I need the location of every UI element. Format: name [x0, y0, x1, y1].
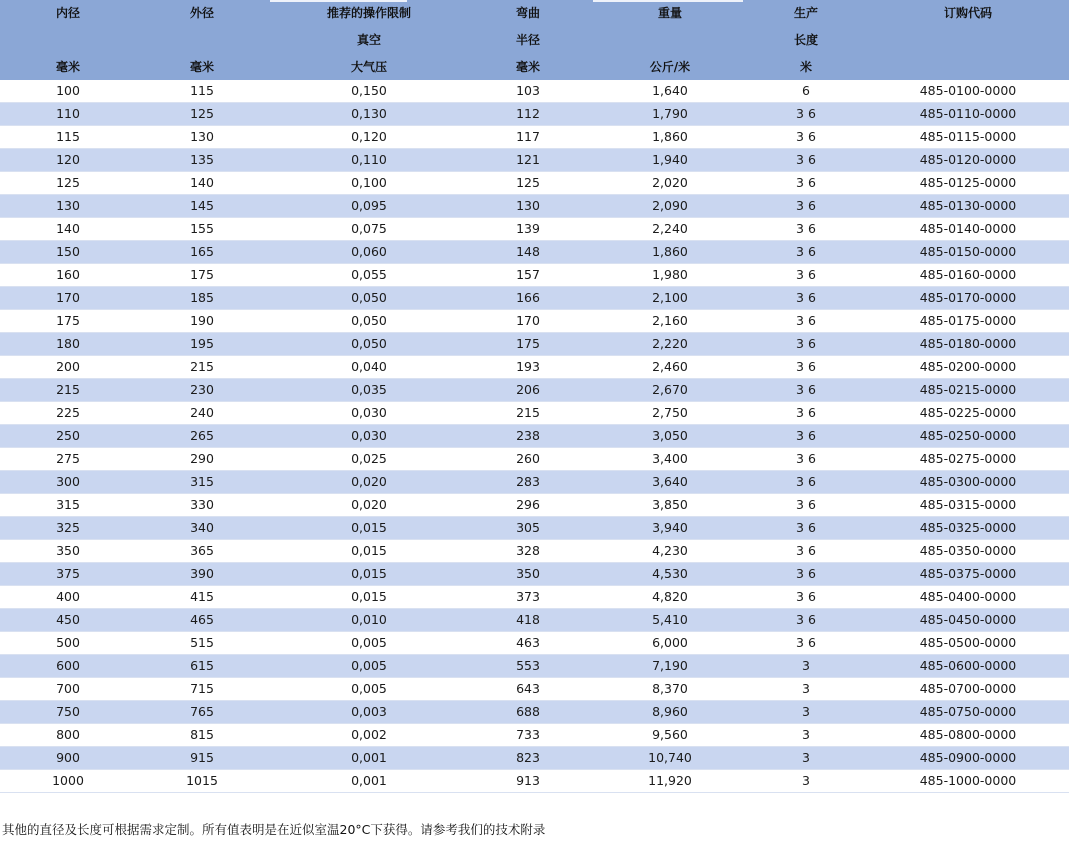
- header-accent-line: [593, 0, 743, 2]
- header-inner-diameter-unit: 毫米: [55, 60, 80, 74]
- inner-diameter-cell: 175: [56, 313, 80, 328]
- vacuum-limit-cell: 0,005: [351, 681, 387, 696]
- table-row: [0, 310, 1069, 333]
- weight-cell: 1,940: [652, 152, 688, 167]
- bend-radius-cell: 112: [516, 106, 540, 121]
- production-length-cell: 3 6: [796, 267, 816, 282]
- table-row: [0, 264, 1069, 287]
- bend-radius-cell: 130: [516, 198, 540, 213]
- header-outer-diameter: 外径: [189, 6, 214, 20]
- vacuum-limit-cell: 0,020: [351, 474, 387, 489]
- inner-diameter-cell: 750: [56, 704, 80, 719]
- bend-radius-cell: 296: [516, 497, 540, 512]
- weight-cell: 2,220: [652, 336, 688, 351]
- order-code-cell: 485-0200-0000: [919, 359, 1017, 374]
- outer-diameter-cell: 765: [190, 704, 214, 719]
- outer-diameter-cell: 125: [190, 106, 214, 121]
- inner-diameter-cell: 350: [56, 543, 80, 558]
- weight-cell: 3,850: [652, 497, 688, 512]
- bend-radius-cell: 166: [516, 290, 540, 305]
- bend-radius-cell: 328: [516, 543, 540, 558]
- vacuum-limit-cell: 0,015: [351, 543, 387, 558]
- production-length-cell: 3 6: [796, 106, 816, 121]
- order-code-cell: 485-0450-0000: [919, 612, 1017, 627]
- production-length-cell: 3 6: [796, 152, 816, 167]
- table-row: [0, 218, 1069, 241]
- bend-radius-cell: 157: [516, 267, 540, 282]
- inner-diameter-cell: 450: [56, 612, 80, 627]
- inner-diameter-cell: 700: [56, 681, 80, 696]
- vacuum-limit-cell: 0,015: [351, 566, 387, 581]
- production-length-cell: 3 6: [796, 428, 816, 443]
- outer-diameter-cell: 165: [190, 244, 214, 259]
- inner-diameter-cell: 110: [56, 106, 80, 121]
- weight-cell: 2,750: [652, 405, 688, 420]
- header-bend-radius: 弯曲: [515, 6, 540, 20]
- inner-diameter-cell: 100: [56, 83, 80, 98]
- vacuum-limit-cell: 0,020: [351, 497, 387, 512]
- header-production-length-unit: 米: [799, 60, 812, 74]
- outer-diameter-cell: 215: [190, 359, 214, 374]
- inner-diameter-cell: 170: [56, 290, 80, 305]
- table-row: [0, 425, 1069, 448]
- production-length-cell: 3 6: [796, 221, 816, 236]
- inner-diameter-cell: 275: [56, 451, 80, 466]
- vacuum-limit-cell: 0,005: [351, 658, 387, 673]
- bend-radius-cell: 350: [516, 566, 540, 581]
- bend-radius-cell: 238: [516, 428, 540, 443]
- footer-note: 其他的直径及长度可根据需求定制。所有值表明是在近似室温20°C下获得。请参考我们的技术附录: [2, 822, 546, 837]
- order-code-cell: 485-0115-0000: [919, 129, 1017, 144]
- order-code-cell: 485-0125-0000: [919, 175, 1017, 190]
- inner-diameter-cell: 125: [56, 175, 80, 190]
- inner-diameter-cell: 250: [56, 428, 80, 443]
- table-row: [0, 195, 1069, 218]
- order-code-cell: 485-0375-0000: [919, 566, 1017, 581]
- table-row: [0, 609, 1069, 632]
- vacuum-limit-cell: 0,150: [351, 83, 387, 98]
- order-code-cell: 485-0130-0000: [919, 198, 1017, 213]
- bend-radius-cell: 206: [516, 382, 540, 397]
- weight-cell: 2,100: [652, 290, 688, 305]
- bend-radius-cell: 117: [516, 129, 540, 144]
- production-length-cell: 3 6: [796, 520, 816, 535]
- vacuum-limit-cell: 0,050: [351, 313, 387, 328]
- outer-diameter-cell: 230: [190, 382, 214, 397]
- production-length-cell: 3 6: [796, 635, 816, 650]
- inner-diameter-cell: 225: [56, 405, 80, 420]
- outer-diameter-cell: 615: [190, 658, 214, 673]
- outer-diameter-cell: 130: [190, 129, 214, 144]
- outer-diameter-cell: 390: [190, 566, 214, 581]
- vacuum-limit-cell: 0,035: [351, 382, 387, 397]
- inner-diameter-cell: 900: [56, 750, 80, 765]
- vacuum-limit-cell: 0,040: [351, 359, 387, 374]
- inner-diameter-cell: 300: [56, 474, 80, 489]
- weight-cell: 1,640: [652, 83, 688, 98]
- order-code-cell: 485-0400-0000: [919, 589, 1017, 604]
- weight-cell: 3,940: [652, 520, 688, 535]
- header-bend-radius-unit: 毫米: [515, 60, 540, 74]
- outer-diameter-cell: 115: [190, 83, 214, 98]
- table-row: [0, 402, 1069, 425]
- weight-cell: 2,090: [652, 198, 688, 213]
- outer-diameter-cell: 915: [190, 750, 214, 765]
- weight-cell: 9,560: [652, 727, 688, 742]
- production-length-cell: 3 6: [796, 474, 816, 489]
- table-row: [0, 494, 1069, 517]
- order-code-cell: 485-0750-0000: [919, 704, 1017, 719]
- vacuum-limit-cell: 0,010: [351, 612, 387, 627]
- header-production-length-line2: 长度: [793, 33, 818, 47]
- bend-radius-cell: 418: [516, 612, 540, 627]
- inner-diameter-cell: 800: [56, 727, 80, 742]
- production-length-cell: 3 6: [796, 244, 816, 259]
- weight-cell: 8,960: [652, 704, 688, 719]
- inner-diameter-cell: 600: [56, 658, 80, 673]
- table-row: [0, 333, 1069, 356]
- weight-cell: 4,530: [652, 566, 688, 581]
- outer-diameter-cell: 290: [190, 451, 214, 466]
- header-bend-radius-line2: 半径: [515, 33, 540, 47]
- table-row: [0, 563, 1069, 586]
- order-code-cell: 485-0315-0000: [919, 497, 1017, 512]
- vacuum-limit-cell: 0,095: [351, 198, 387, 213]
- production-length-cell: 3 6: [796, 451, 816, 466]
- outer-diameter-cell: 265: [190, 428, 214, 443]
- bend-radius-cell: 913: [516, 773, 540, 788]
- table-row: [0, 103, 1069, 126]
- weight-cell: 4,230: [652, 543, 688, 558]
- bend-radius-cell: 373: [516, 589, 540, 604]
- vacuum-limit-cell: 0,050: [351, 290, 387, 305]
- table-row: [0, 655, 1069, 678]
- bend-radius-cell: 125: [516, 175, 540, 190]
- header-accent-line: [270, 0, 407, 2]
- inner-diameter-cell: 150: [56, 244, 80, 259]
- table-row: [0, 586, 1069, 609]
- table-row: [0, 471, 1069, 494]
- table-row: [0, 701, 1069, 724]
- vacuum-limit-cell: 0,015: [351, 520, 387, 535]
- order-code-cell: 485-0175-0000: [919, 313, 1017, 328]
- production-length-cell: 3: [802, 658, 810, 673]
- vacuum-limit-cell: 0,005: [351, 635, 387, 650]
- header-outer-diameter-unit: 毫米: [189, 60, 214, 74]
- bend-radius-cell: 215: [516, 405, 540, 420]
- order-code-cell: 485-0700-0000: [919, 681, 1017, 696]
- vacuum-limit-cell: 0,060: [351, 244, 387, 259]
- inner-diameter-cell: 130: [56, 198, 80, 213]
- table-row: [0, 724, 1069, 747]
- table-row: [0, 149, 1069, 172]
- outer-diameter-cell: 240: [190, 405, 214, 420]
- order-code-cell: 485-0110-0000: [919, 106, 1017, 121]
- header-operating-limit: 推荐的操作限制: [326, 6, 411, 20]
- outer-diameter-cell: 155: [190, 221, 214, 236]
- table-row: [0, 540, 1069, 563]
- table-row: [0, 356, 1069, 379]
- vacuum-limit-cell: 0,055: [351, 267, 387, 282]
- header-production-length: 生产: [793, 6, 818, 20]
- table-row: [0, 80, 1069, 103]
- vacuum-limit-cell: 0,130: [351, 106, 387, 121]
- production-length-cell: 3 6: [796, 589, 816, 604]
- header-operating-limit-vacuum: 真空: [356, 33, 381, 47]
- vacuum-limit-cell: 0,050: [351, 336, 387, 351]
- inner-diameter-cell: 115: [56, 129, 80, 144]
- weight-cell: 1,860: [652, 129, 688, 144]
- outer-diameter-cell: 815: [190, 727, 214, 742]
- vacuum-limit-cell: 0,002: [351, 727, 387, 742]
- production-length-cell: 3: [802, 750, 810, 765]
- weight-cell: 1,860: [652, 244, 688, 259]
- order-code-cell: 485-0225-0000: [919, 405, 1017, 420]
- bend-radius-cell: 121: [516, 152, 540, 167]
- inner-diameter-cell: 160: [56, 267, 80, 282]
- production-length-cell: 3: [802, 727, 810, 742]
- weight-cell: 11,920: [648, 773, 692, 788]
- production-length-cell: 3 6: [796, 336, 816, 351]
- outer-diameter-cell: 1015: [186, 773, 218, 788]
- inner-diameter-cell: 1000: [52, 773, 84, 788]
- weight-cell: 2,160: [652, 313, 688, 328]
- vacuum-limit-cell: 0,025: [351, 451, 387, 466]
- order-code-cell: 485-0250-0000: [919, 428, 1017, 443]
- weight-cell: 6,000: [652, 635, 688, 650]
- bend-radius-cell: 175: [516, 336, 540, 351]
- production-length-cell: 3 6: [796, 129, 816, 144]
- inner-diameter-cell: 315: [56, 497, 80, 512]
- table-row: [0, 747, 1069, 770]
- production-length-cell: 6: [802, 83, 810, 98]
- table-row: [0, 632, 1069, 655]
- production-length-cell: 3 6: [796, 313, 816, 328]
- production-length-cell: 3 6: [796, 198, 816, 213]
- inner-diameter-cell: 200: [56, 359, 80, 374]
- vacuum-limit-cell: 0,030: [351, 428, 387, 443]
- weight-cell: 2,670: [652, 382, 688, 397]
- order-code-cell: 485-0350-0000: [919, 543, 1017, 558]
- weight-cell: 7,190: [652, 658, 688, 673]
- table-row: [0, 770, 1069, 793]
- outer-diameter-cell: 190: [190, 313, 214, 328]
- outer-diameter-cell: 315: [190, 474, 214, 489]
- table-row: [0, 379, 1069, 402]
- table-row: [0, 241, 1069, 264]
- vacuum-limit-cell: 0,001: [351, 750, 387, 765]
- inner-diameter-cell: 375: [56, 566, 80, 581]
- vacuum-limit-cell: 0,100: [351, 175, 387, 190]
- order-code-cell: 485-0170-0000: [919, 290, 1017, 305]
- inner-diameter-cell: 325: [56, 520, 80, 535]
- inner-diameter-cell: 120: [56, 152, 80, 167]
- inner-diameter-cell: 140: [56, 221, 80, 236]
- weight-cell: 1,980: [652, 267, 688, 282]
- order-code-cell: 485-0215-0000: [919, 382, 1017, 397]
- bend-radius-cell: 305: [516, 520, 540, 535]
- weight-cell: 8,370: [652, 681, 688, 696]
- weight-cell: 2,240: [652, 221, 688, 236]
- inner-diameter-cell: 180: [56, 336, 80, 351]
- outer-diameter-cell: 515: [190, 635, 214, 650]
- production-length-cell: 3 6: [796, 382, 816, 397]
- order-code-cell: 485-0800-0000: [919, 727, 1017, 742]
- weight-cell: 1,790: [652, 106, 688, 121]
- vacuum-limit-cell: 0,120: [351, 129, 387, 144]
- header-operating-limit-unit: 大气压: [350, 60, 387, 74]
- vacuum-limit-cell: 0,015: [351, 589, 387, 604]
- vacuum-limit-cell: 0,001: [351, 773, 387, 788]
- production-length-cell: 3 6: [796, 543, 816, 558]
- header-weight: 重量: [657, 6, 682, 20]
- weight-cell: 10,740: [648, 750, 692, 765]
- bend-radius-cell: 688: [516, 704, 540, 719]
- table-row: [0, 172, 1069, 195]
- outer-diameter-cell: 365: [190, 543, 214, 558]
- production-length-cell: 3: [802, 704, 810, 719]
- weight-cell: 3,400: [652, 451, 688, 466]
- outer-diameter-cell: 465: [190, 612, 214, 627]
- vacuum-limit-cell: 0,003: [351, 704, 387, 719]
- vacuum-limit-cell: 0,075: [351, 221, 387, 236]
- outer-diameter-cell: 195: [190, 336, 214, 351]
- inner-diameter-cell: 500: [56, 635, 80, 650]
- order-code-cell: 485-0325-0000: [919, 520, 1017, 535]
- table-row: [0, 126, 1069, 149]
- weight-cell: 4,820: [652, 589, 688, 604]
- outer-diameter-cell: 415: [190, 589, 214, 604]
- vacuum-limit-cell: 0,030: [351, 405, 387, 420]
- production-length-cell: 3 6: [796, 359, 816, 374]
- outer-diameter-cell: 140: [190, 175, 214, 190]
- table-row: [0, 517, 1069, 540]
- outer-diameter-cell: 175: [190, 267, 214, 282]
- table-row: [0, 287, 1069, 310]
- order-code-cell: 485-0120-0000: [919, 152, 1017, 167]
- production-length-cell: 3 6: [796, 290, 816, 305]
- weight-cell: 5,410: [652, 612, 688, 627]
- weight-cell: 2,460: [652, 359, 688, 374]
- outer-diameter-cell: 340: [190, 520, 214, 535]
- outer-diameter-cell: 185: [190, 290, 214, 305]
- bend-radius-cell: 103: [516, 83, 540, 98]
- table-body: [0, 80, 1069, 793]
- production-length-cell: 3 6: [796, 497, 816, 512]
- table-row: [0, 678, 1069, 701]
- production-length-cell: 3 6: [796, 566, 816, 581]
- order-code-cell: 485-0300-0000: [919, 474, 1017, 489]
- bend-radius-cell: 283: [516, 474, 540, 489]
- bend-radius-cell: 733: [516, 727, 540, 742]
- header-inner-diameter: 内径: [55, 6, 80, 20]
- bend-radius-cell: 643: [516, 681, 540, 696]
- production-length-cell: 3: [802, 773, 810, 788]
- bend-radius-cell: 553: [516, 658, 540, 673]
- outer-diameter-cell: 715: [190, 681, 214, 696]
- outer-diameter-cell: 145: [190, 198, 214, 213]
- production-length-cell: 3 6: [796, 175, 816, 190]
- weight-cell: 2,020: [652, 175, 688, 190]
- header-order-code: 订购代码: [943, 6, 992, 20]
- order-code-cell: 485-0275-0000: [919, 451, 1017, 466]
- bend-radius-cell: 823: [516, 750, 540, 765]
- order-code-cell: 485-0100-0000: [919, 83, 1017, 98]
- order-code-cell: 485-0900-0000: [919, 750, 1017, 765]
- order-code-cell: 485-0140-0000: [919, 221, 1017, 236]
- production-length-cell: 3: [802, 681, 810, 696]
- production-length-cell: 3 6: [796, 612, 816, 627]
- outer-diameter-cell: 135: [190, 152, 214, 167]
- vacuum-limit-cell: 0,110: [351, 152, 387, 167]
- production-length-cell: 3 6: [796, 405, 816, 420]
- order-code-cell: 485-0180-0000: [919, 336, 1017, 351]
- bend-radius-cell: 139: [516, 221, 540, 236]
- order-code-cell: 485-0160-0000: [919, 267, 1017, 282]
- order-code-cell: 485-1000-0000: [919, 773, 1017, 788]
- order-code-cell: 485-0500-0000: [919, 635, 1017, 650]
- bend-radius-cell: 193: [516, 359, 540, 374]
- weight-cell: 3,640: [652, 474, 688, 489]
- order-code-cell: 485-0600-0000: [919, 658, 1017, 673]
- header-weight-unit: 公斤/米: [649, 60, 691, 74]
- table-header: [0, 0, 1069, 80]
- bend-radius-cell: 260: [516, 451, 540, 466]
- table-row: [0, 448, 1069, 471]
- order-code-cell: 485-0150-0000: [919, 244, 1017, 259]
- bend-radius-cell: 170: [516, 313, 540, 328]
- weight-cell: 3,050: [652, 428, 688, 443]
- inner-diameter-cell: 215: [56, 382, 80, 397]
- inner-diameter-cell: 400: [56, 589, 80, 604]
- outer-diameter-cell: 330: [190, 497, 214, 512]
- bend-radius-cell: 148: [516, 244, 540, 259]
- bend-radius-cell: 463: [516, 635, 540, 650]
